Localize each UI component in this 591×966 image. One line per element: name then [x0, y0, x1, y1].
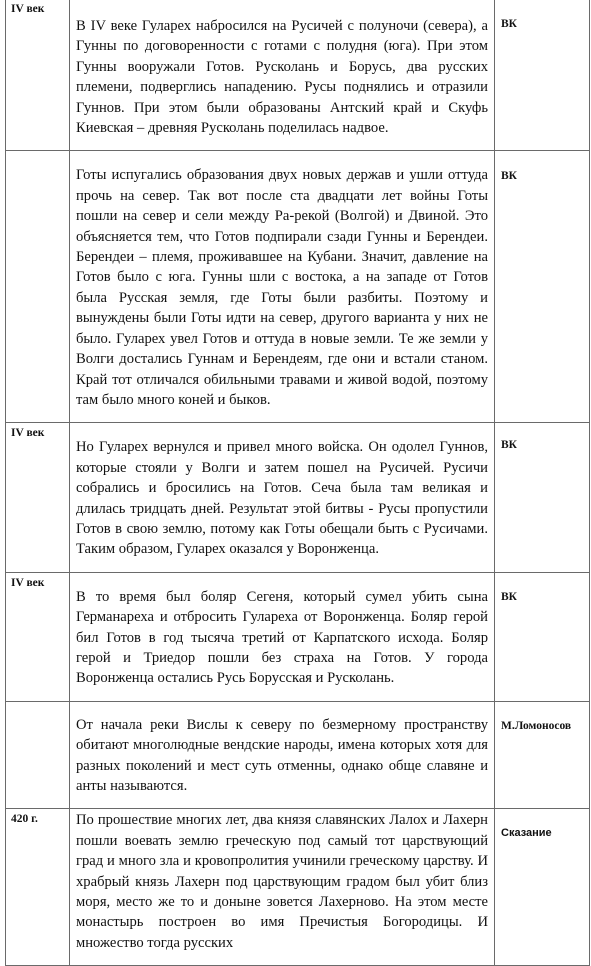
text-cell [70, 0, 495, 151]
date-label: IV век [11, 576, 45, 589]
text-cell [70, 151, 495, 423]
entry-text: В IV веке Гуларех набросился на Русичей с полуночи (севера), а Гунны по договоренности с готами с полудня (юга). При этом Гунны вооружали Готов. Русколань и Борусь, два русских племени, подверглись нападению. Русы поднялись и отразили Гуннов. При этом были образованы Антский край и Скуфь Киевская – древняя Русколань поделилась надвое. [76, 18, 488, 137]
date-label: IV век [11, 427, 45, 440]
text-cell [70, 423, 495, 572]
source-label: ВК [501, 18, 518, 30]
text-cell [70, 701, 495, 809]
date-label: 420 г. [11, 813, 38, 826]
date-cell [6, 572, 70, 701]
date-cell [6, 423, 70, 572]
source-cell [495, 423, 590, 572]
table-row [6, 809, 590, 966]
text-cell [70, 809, 495, 966]
table-row [6, 701, 590, 809]
source-cell [495, 809, 590, 966]
date-cell [6, 0, 70, 151]
date-cell [6, 701, 70, 809]
source-cell [495, 151, 590, 423]
entry-text: По прошествие многих лет, два князя славянских Лалох и Лахерн пошли воевать землю греческую под самый тот царствующий град и много зла и кровопролития учинили греческому царству. И храбрый князь Лахерн под царствующим градом был убит близ моря, место же то и доныне зовется Лахерново. На этом месте монастырь построен во имя Пречистыя Богородицы. И множество тогда русских [76, 812, 488, 951]
table-row [6, 423, 590, 572]
source-cell [495, 701, 590, 809]
source-label: ВК [501, 439, 518, 452]
table-row [6, 151, 590, 423]
source-label: ВК [501, 170, 518, 183]
text-cell [70, 572, 495, 701]
source-cell [495, 0, 590, 151]
source-label: ВК [501, 590, 518, 603]
source-label: Сказание [501, 827, 552, 840]
date-label [6, 151, 69, 155]
date-label: IV век [11, 3, 45, 15]
chronicle-table [5, 0, 590, 966]
date-cell [6, 151, 70, 423]
source-label: М.Ломоносов [501, 719, 572, 732]
entry-text: Но Гуларех вернулся и привел много войска. Он одолел Гуннов, которые стояли у Волги и затем пошел на Русичей. Русичи собрались и бросились на Готов. Сеча была там великая и длилась тридцать дней. Результат этой битвы - Русы пропустили Готов в свою землю, потому как Готы обещали быть с Русичами. Таким образом, Гуларех оказался у Воронженца. [76, 439, 488, 558]
table-row [6, 0, 590, 151]
entry-text: В то время был боляр Сегеня, который сумел убить сына Германареха и отбросить Гулареха от Воронженца. Боляр герой бил Готов в год тысяча третий от Карпатского исхода. Боляр герой и Триедор пошли без страха на Готов. У города Воронженца остались Русь Борусская и Русколань. [76, 588, 488, 687]
date-label [6, 702, 69, 706]
date-cell [6, 809, 70, 966]
source-cell [495, 572, 590, 701]
entry-text: Готы испугались образования двух новых держав и ушли оттуда прочь на север. Так вот после ста двадцати лет войны Готы пошли на север и сели между Ра-рекой (Волгой) и Двиной. Это объясняется тем, что Готов подпирали сзади Гунны и Берендеи. Берендеи – племя, проживавшее на Кубани. Значит, давление на Готов было с юга. Гунны шли с востока, а на западе от Готов была Русская земля, где Готы были разбиты. Поэтому и вынуждены были Готы идти на север, другого варианта у них не было. Гуларех увел Готов и оттуда в новые земли. Те же земли у Волги достались Гуннам и Берендеям, где они и встали станом. Край тот отличался обильными травами и живой водой, поэтому там было много коней и быков. [76, 167, 488, 408]
table-row [6, 572, 590, 701]
entry-text: От начала реки Вислы к северу по безмерному пространству обитают многолюдные вендские народы, имена которых хотя для разных поколений и мест суть отменны, однако обще славяне и анты называются. [76, 716, 488, 794]
